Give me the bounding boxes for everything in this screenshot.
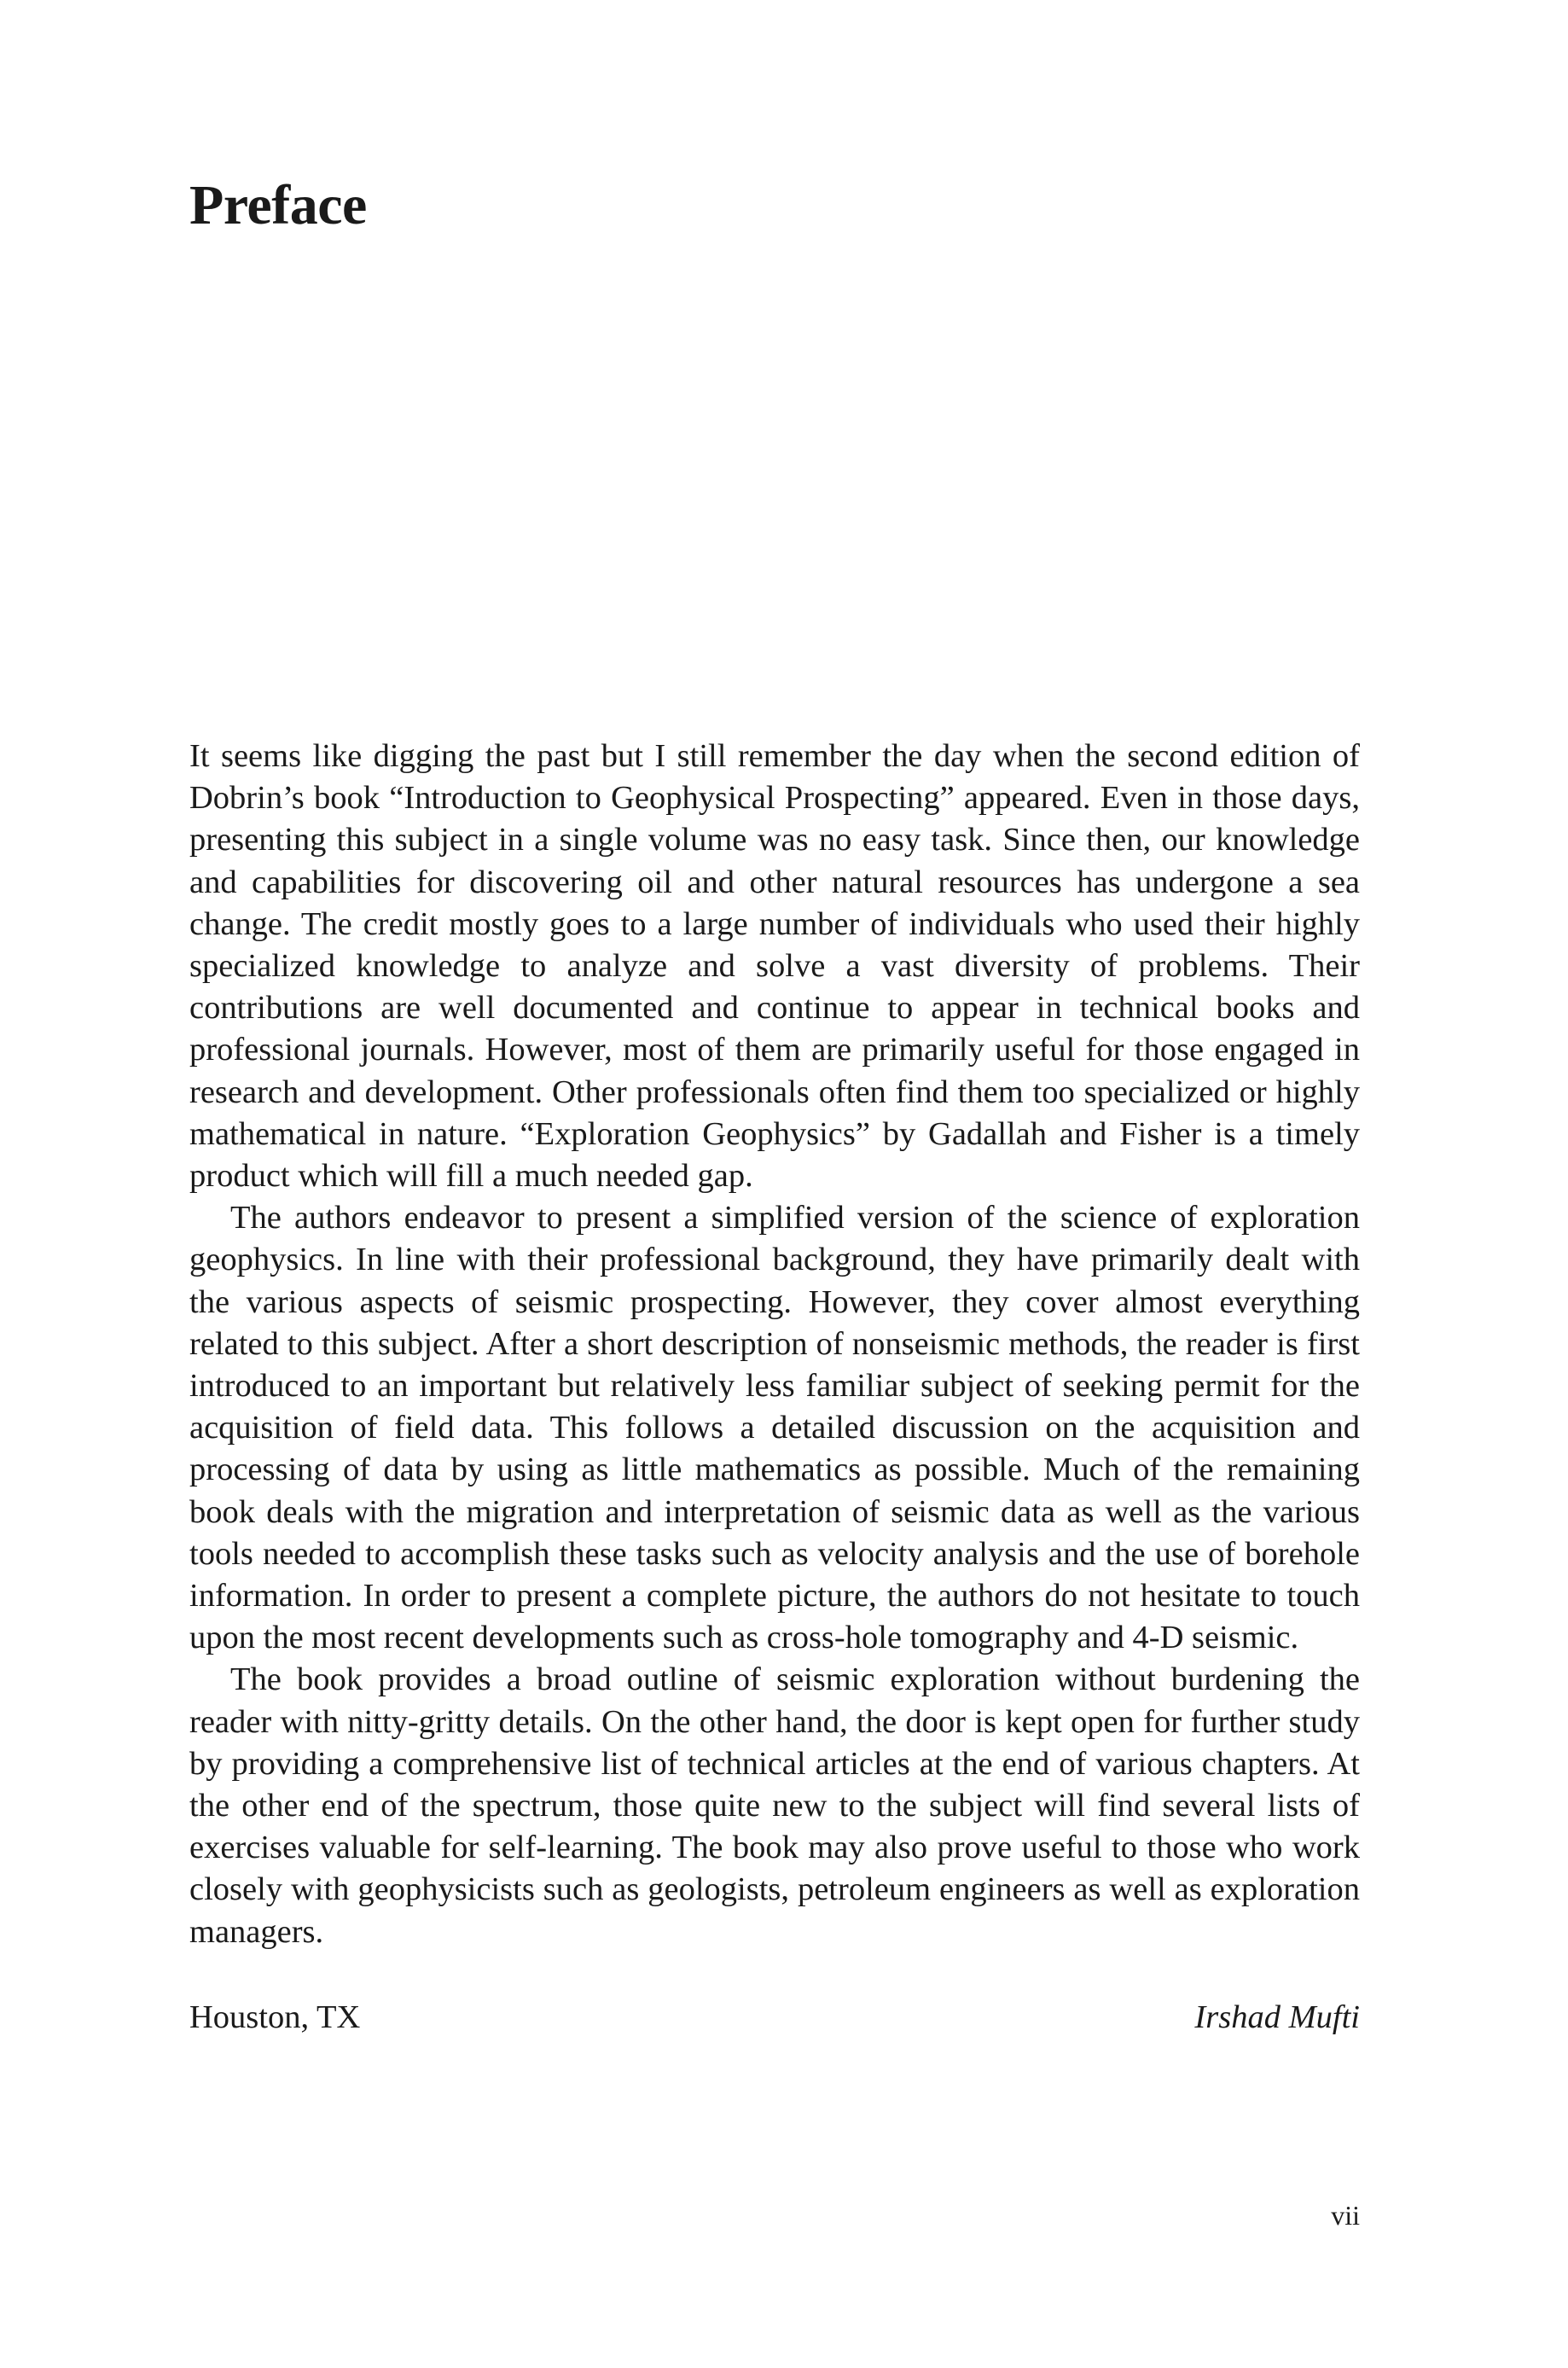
signature-author: Irshad Mufti	[1194, 1999, 1360, 2035]
paragraph-2: The authors endeavor to present a simplified version of the science of exploration geophysics. In line with their professional background, they have primarily dealt with the various aspects of seismic prospecting. However, they cover almost everything related to this subject. After a short description of nonseismic methods, the reader is first introduced to an important but relatively less familiar subject of seeking permit for the acquisition of field data. This follows a detailed discussion on the acquisition and processing of data by using as little mathematics as possible. Much of the remaining book deals with the migration and interpretation of seismic data as well as the various tools needed to accomplish these tasks such as velocity analysis and the use of borehole information. In order to present a complete picture, the authors do not hesitate to touch upon the most recent developments such as cross-hole tomography and 4-D seismic.	[189, 1200, 1360, 1656]
preface-body	[189, 736, 1360, 1953]
signature-place: Houston, TX	[189, 1999, 361, 2035]
page-title: Preface	[189, 174, 367, 236]
page-number: vii	[1331, 2200, 1360, 2231]
paragraph-1: It seems like digging the past but I still remember the day when the second edition of Dobrin’s book “Introduction to Geophysical Prospecting” appeared. Even in those days, presenting this subject in a single volume was no easy task. Since then, our knowledge and capabilities for discovering oil and other natural resources has undergone a sea change. The credit mostly goes to a large number of individuals who used their highly specialized knowledge to analyze and solve a vast diversity of problems. Their contributions are well documented and continue to appear in technical books and professional journals. However, most of them are primarily useful for those engaged in research and development. Other professionals often find them too specialized or highly mathematical in nature. “Exploration Geophysics” by Gadallah and Fisher is a timely product which will fill a much needed gap.	[189, 738, 1360, 1195]
paragraph-3: The book provides a broad outline of seismic exploration without burdening the reader with nitty-gritty details. On the other hand, the door is kept open for further study by providing a comprehensive list of technical articles at the end of various chapters. At the other end of the spectrum, those quite new to the subject will find several lists of exercises valuable for self-learning. The book may also prove useful to those who work closely with geophysicists such as geologists, petroleum engineers as well as exploration managers.	[189, 1661, 1360, 1950]
